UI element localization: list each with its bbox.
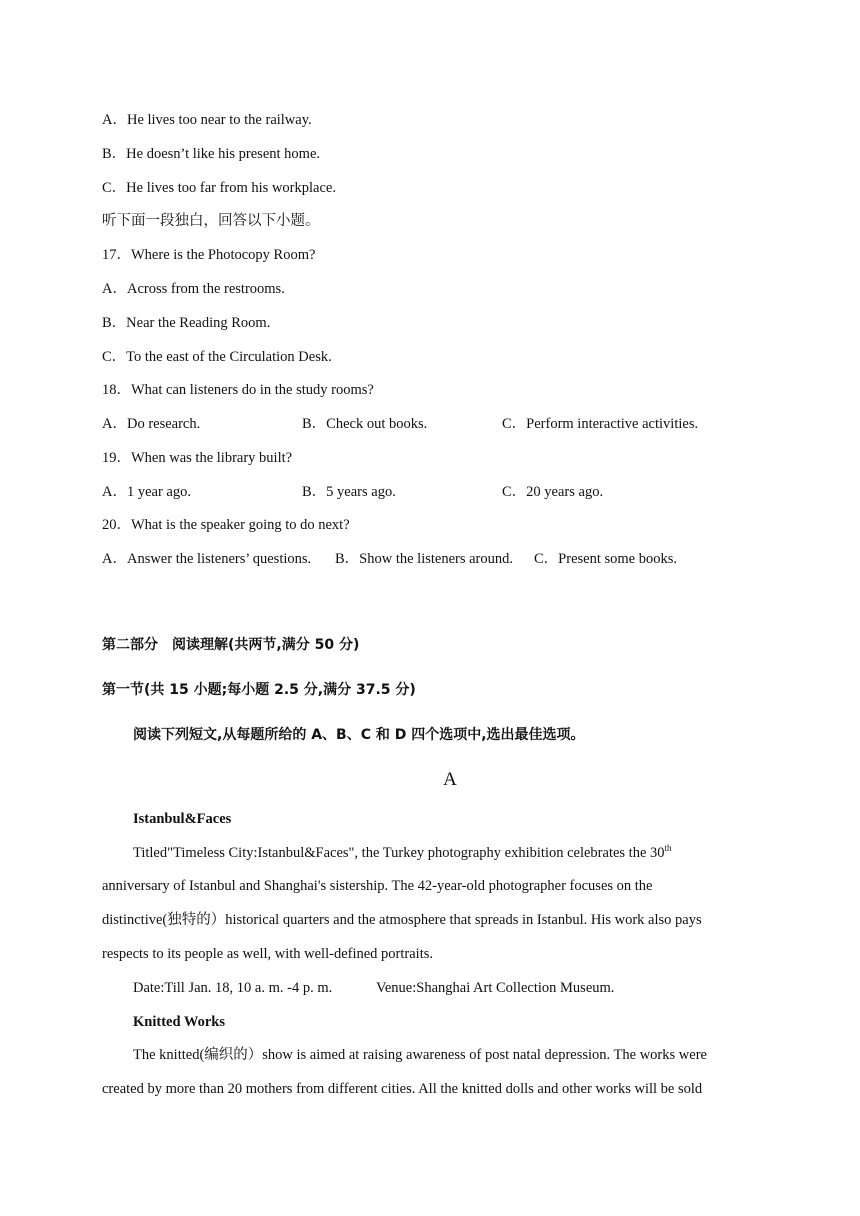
- q18-option-c: C．Perform interactive activities.: [502, 416, 699, 432]
- q20-question: 20．What is the speaker going to do next?: [102, 517, 350, 533]
- q18-question: 18．What can listeners do in the study rooms?: [102, 382, 374, 398]
- q19-option-b: B．5 years ago.: [302, 484, 396, 500]
- q19-question: 19．When was the library built?: [102, 450, 293, 466]
- passage-letter: A: [443, 769, 457, 790]
- q16-option-b: B．He doesn’t like his present home.: [102, 146, 321, 162]
- q18-option-a: A．Do research.: [102, 416, 201, 432]
- part2-title: 第二部分 阅读理解(共两节,满分 50 分): [102, 637, 360, 653]
- q17-option-c: C．To the east of the Circulation Desk.: [102, 349, 332, 365]
- item1-line1-text: Titled"Timeless City:Istanbul&Faces", the Turkey photography exhibition celebrates the 30: [133, 845, 665, 861]
- item1-line1: [133, 844, 672, 862]
- q16-option-c: C．He lives too far from his workplace.: [102, 180, 336, 196]
- ordinal-suffix: th: [664, 843, 672, 854]
- reading-instruction: 阅读下列短文,从每题所给的 A、B、C 和 D 四个选项中,选出最佳选项。: [133, 727, 585, 743]
- item1-line4: respects to its people as well, with well-defined portraits.: [102, 946, 433, 962]
- item1-venue: Venue:Shanghai Art Collection Museum.: [376, 980, 615, 996]
- item2-heading: Knitted Works: [133, 1014, 225, 1030]
- q20-option-c: C．Present some books.: [534, 551, 677, 567]
- item2-line1: The knitted(编织的）show is aimed at raising awareness of post natal depression. The works were: [133, 1047, 707, 1063]
- q17-option-a: A．Across from the restrooms.: [102, 281, 285, 297]
- q20-option-a: A．Answer the listeners’ questions.: [102, 551, 312, 567]
- q17-option-b: B．Near the Reading Room.: [102, 315, 271, 331]
- q18-option-b: B．Check out books.: [302, 416, 428, 432]
- q16-option-a: A．He lives too near to the railway.: [102, 112, 312, 128]
- monologue-instruction: 听下面一段独白，回答以下小题。: [102, 213, 320, 229]
- item2-line2: created by more than 20 mothers from different cities. All the knitted dolls and other works will be sold: [102, 1081, 703, 1097]
- item1-date: Date:Till Jan. 18, 10 a. m. -4 p. m.: [133, 980, 333, 996]
- q19-option-a: A．1 year ago.: [102, 484, 191, 500]
- section1-title: 第一节(共 15 小题;每小题 2.5 分,满分 37.5 分): [102, 682, 416, 698]
- item1-heading: Istanbul&Faces: [133, 811, 232, 827]
- item1-line3: distinctive(独特的）historical quarters and the atmosphere that spreads in Istanbul. His work also pays: [102, 912, 702, 928]
- q17-question: 17．Where is the Photocopy Room?: [102, 247, 316, 263]
- q19-option-c: C．20 years ago.: [502, 484, 604, 500]
- q20-option-b: B．Show the listeners around.: [335, 551, 514, 567]
- item1-line2: anniversary of Istanbul and Shanghai's sistership. The 42-year-old photographer focuses on the: [102, 878, 653, 894]
